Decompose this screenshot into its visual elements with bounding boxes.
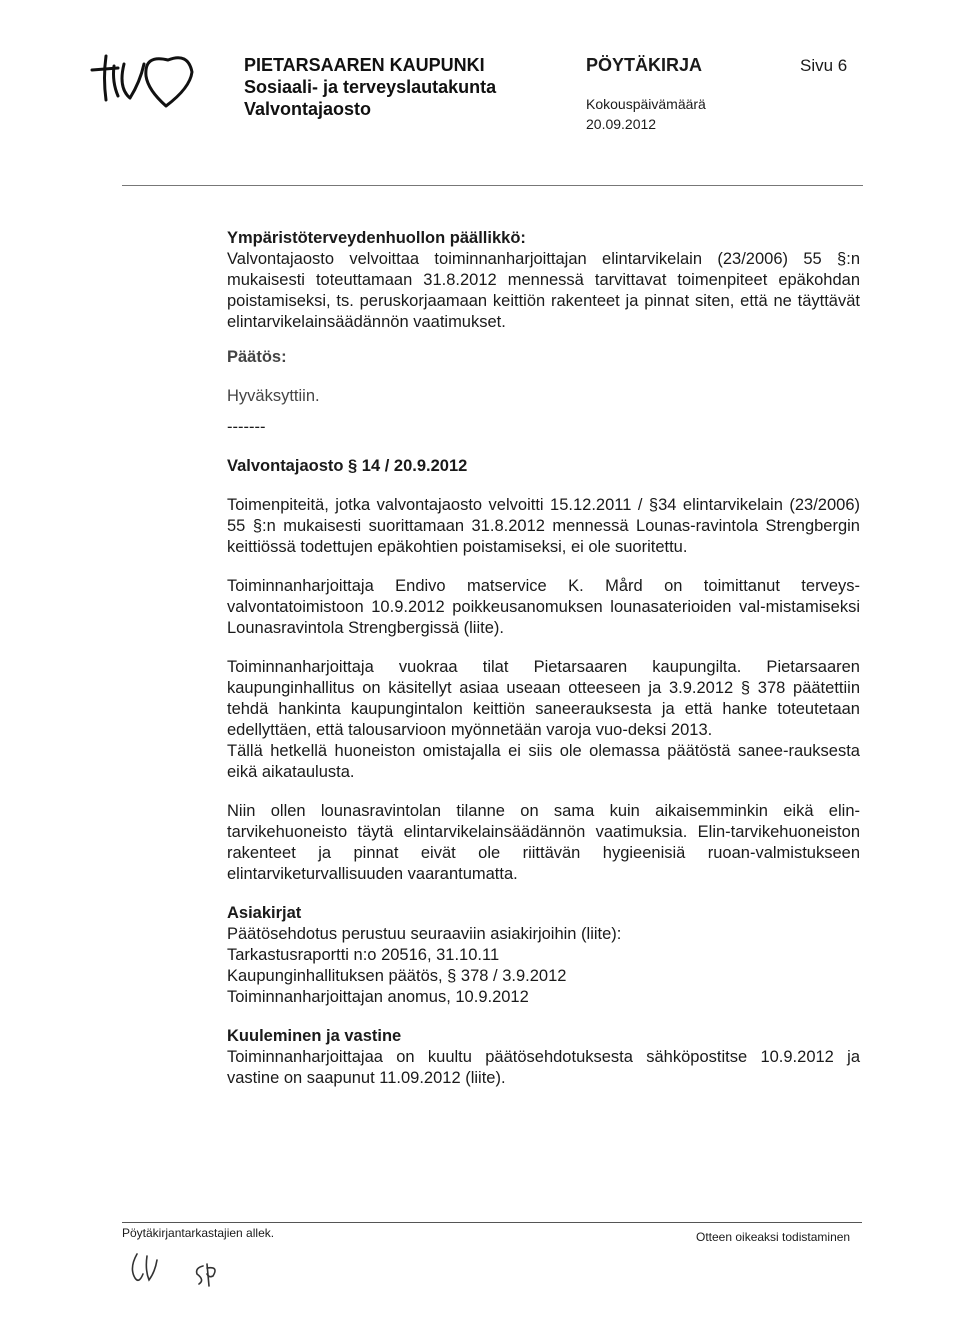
header-document: [586, 54, 706, 134]
section-14-para-2: Toiminnanharjoittaja Endivo matservice K. Mård on toimittanut terveys-valvontatoimistoon 10.9.2012 poikkeusanomuksen lounasaterioiden val-mistamiseksi Lounasravintola Strengbergissä (liite).: [227, 577, 860, 637]
separator: -------: [227, 418, 266, 436]
env-heading: Ympäristöterveydenhuollon päällikkö:: [227, 229, 526, 247]
page-number: Sivu 6: [800, 56, 848, 75]
decision-text: Hyväksyttiin.: [227, 387, 320, 405]
section-14-para-1: Toimenpiteitä, jotka valvontajaosto velvoitti 15.12.2011 / §34 elintarvikelain (23/2006) 55 §:n mukaisesti suorittamaan 31.8.2012 mennessä Lounas-ravintola Strengbergin keittiössä todettujen epäkohtien poistamiseksi, ei ole suoritettu.: [227, 496, 860, 556]
hearing-heading: Kuuleminen ja vastine: [227, 1027, 402, 1045]
documents-line: Toiminnanharjoittajan anomus, 10.9.2012: [227, 988, 529, 1006]
section-14-para-4: Tällä hetkellä huoneiston omistajalla ei siis ole olemassa päätöstä sanee-rauksesta eikä aikataulusta.: [227, 742, 860, 781]
decision-label: Päätös:: [227, 348, 287, 366]
org-board: Sosiaali- ja terveyslautakunta: [244, 77, 497, 97]
hearing-text: Toiminnanharjoittajaa on kuultu päätösehdotuksesta sähköpostitse 10.9.2012 ja vastine on saapunut 11.09.2012 (liite).: [227, 1048, 860, 1087]
city-logo: [88, 48, 228, 108]
org-name: PIETARSAAREN KAUPUNKI: [244, 55, 485, 75]
env-text: Valvontajaosto velvoittaa toiminnanharjoittajan elintarvikelain (23/2006) 55 §:n mukaisesti toteuttamaan 31.8.2012 mennessä tarvittavat toimenpiteet epäkohdan poistamiseksi, ts. peruskorjaamaan keittiön rakenteet ja pinnat siten, että ne täyttävät elintarvikelainsäädännön vaatimukset.: [227, 250, 860, 331]
section-14-heading: Valvontajaosto § 14 / 20.9.2012: [227, 457, 468, 475]
footer-certification-label: Otteen oikeaksi todistaminen: [696, 1230, 851, 1244]
section-14-para-3: Toiminnanharjoittaja vuokraa tilat Pietarsaaren kaupungilta. Pietarsaaren kaupunginhallitus on käsitellyt asiaa useaan otteeseen ja 3.9.2012 § 378 päätettiin tehdä hankinta kaupungintalon keittiön saneerauksesta ja että hanke toteutetaan edellyttäen, että talousarvioon myönnetään varoja vuo-deksi 2013.: [227, 658, 860, 739]
documents-line: Tarkastusraportti n:o 20516, 31.10.11: [227, 946, 500, 964]
handwritten-initials: [125, 1244, 235, 1288]
doc-type: PÖYTÄKIRJA: [586, 55, 703, 75]
document-body: [227, 228, 860, 1089]
footer-divider: [122, 1222, 862, 1223]
section-14-para-5: Niin ollen lounasravintolan tilanne on sama kuin aikaisemminkin eikä elin-tarvikehuoneisto täytä elintarvikelainsäädännön vaatimuksia. Elin-tarvikehuoneiston rakenteet ja pinnat eivät ole riittävän hygieenisiä ruoan-valmistukseen elintarviketurvallisuuden vaarantumatta.: [227, 802, 860, 883]
documents-line: Päätösehdotus perustuu seuraaviin asiakirjoihin (liite):: [227, 925, 622, 943]
meeting-date-label: Kokouspäivämäärä: [586, 96, 706, 112]
footer-signatures-label: Pöytäkirjantarkastajien allek.: [122, 1226, 275, 1240]
header-organisation: [244, 54, 496, 120]
header-divider: [122, 185, 863, 186]
meeting-date: 20.09.2012: [586, 116, 657, 132]
org-section: Valvontajaosto: [244, 99, 372, 119]
documents-line: Kaupunginhallituksen päätös, § 378 / 3.9.2012: [227, 967, 567, 985]
documents-heading: Asiakirjat: [227, 904, 302, 922]
